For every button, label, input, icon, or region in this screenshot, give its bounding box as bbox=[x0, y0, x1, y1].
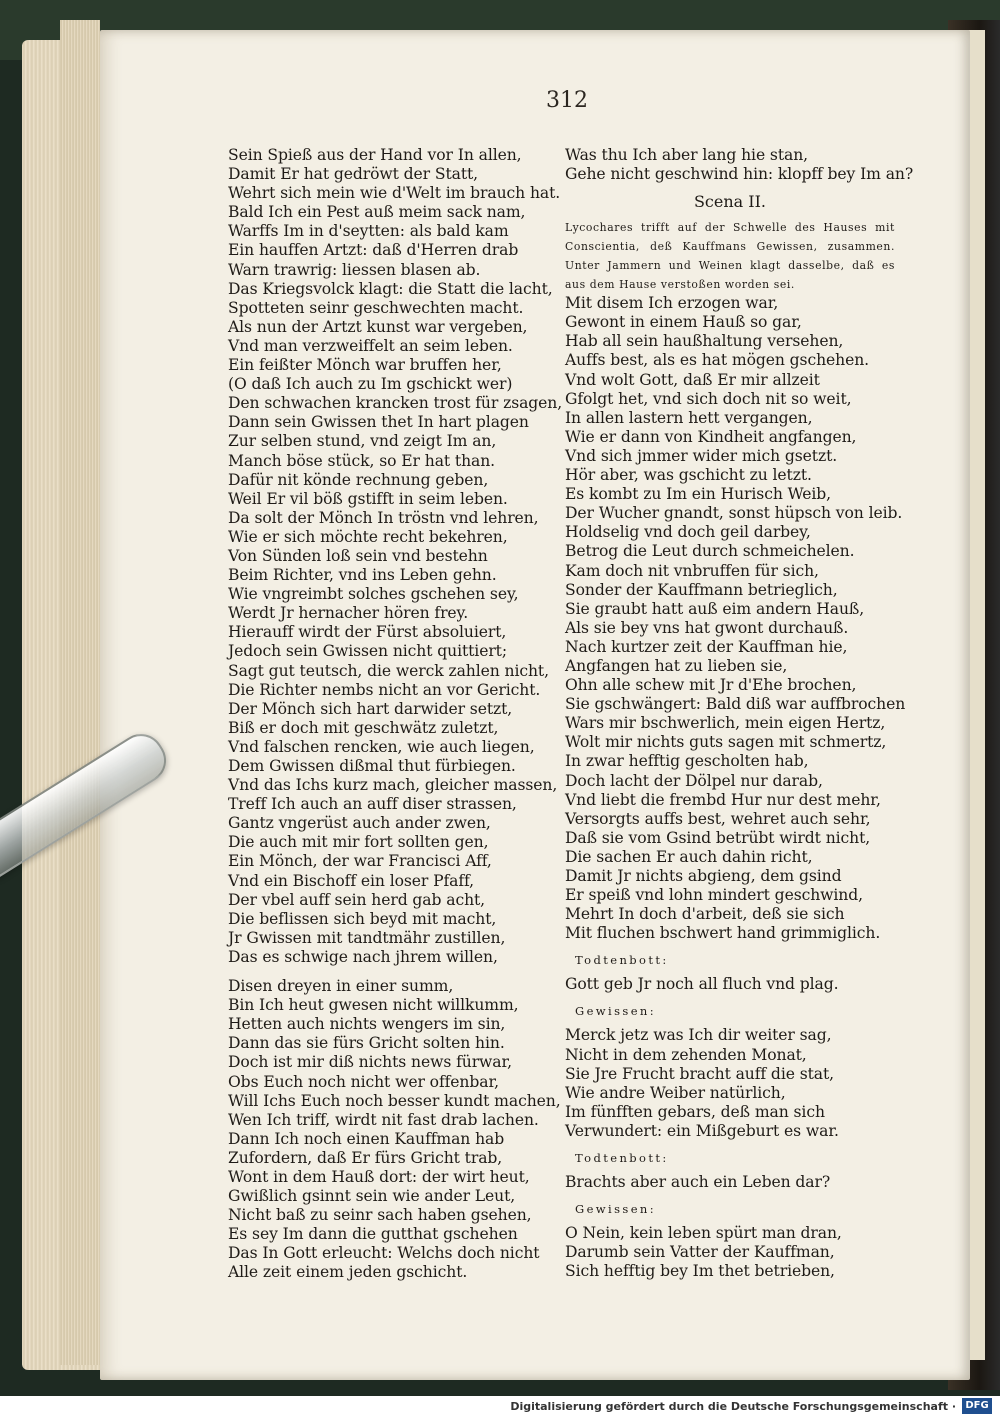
verse-line: Ein Mönch, der war Francisci Aff, bbox=[228, 852, 492, 871]
verse-line: Zufordern, daß Er fürs Gricht trab, bbox=[228, 1148, 503, 1167]
left-column bbox=[228, 146, 563, 1283]
verse-line: Dafür nit könde rechnung geben, bbox=[228, 470, 489, 489]
verse-line: Bin Ich heut gwesen nicht willkumm, bbox=[228, 996, 519, 1015]
verse-line: Dann sein Gwissen thet In hart plagen bbox=[228, 413, 529, 432]
right-verse-block-top bbox=[565, 146, 914, 184]
verse-line: Mehrt In doch d'arbeit, deß sie sich bbox=[565, 905, 845, 924]
verse-line: Nach kurtzer zeit der Kauffman hie, bbox=[565, 637, 848, 656]
verse-line: Wie andre Weiber natürlich, bbox=[565, 1083, 786, 1102]
verse-line: Damit Jr nichts abgieng, dem gsind bbox=[565, 867, 842, 885]
verse-line: Die auch mit mir fort sollten gen, bbox=[228, 833, 489, 852]
scene-heading: Scena II. bbox=[693, 192, 767, 212]
verse-line: Sein Spieß aus der Hand vor In allen, bbox=[228, 146, 522, 164]
verse-line: Es kombt zu Im ein Hurisch Weib, bbox=[565, 485, 832, 504]
verse-line: Vnd ein Bischoff ein loser Pfaff, bbox=[228, 871, 475, 890]
verse-line: Gehe nicht geschwind hin: klopff bey Im an? bbox=[565, 165, 914, 184]
verse-line: Hör aber, was gschicht zu letzt. bbox=[565, 466, 812, 485]
verse-line: Warn trawrig: liessen blasen ab. bbox=[228, 260, 481, 279]
verse-line: Brachts aber auch ein Leben dar? bbox=[565, 1173, 831, 1192]
verse-line: Ein hauffen Artzt: daß d'Herren drab bbox=[228, 241, 519, 260]
verse-line: Disen dreyen in einer summ, bbox=[228, 977, 454, 996]
verse-line: Die beflissen sich beyd mit macht, bbox=[228, 909, 497, 928]
verse-line: Wars mir bschwerlich, mein eigen Hertz, bbox=[565, 714, 886, 733]
verse-line: Da solt der Mönch In tröstn vnd lehren, bbox=[228, 508, 539, 527]
verse-line: Wen Ich triff, wirdt nit fast drab lachen. bbox=[228, 1110, 539, 1129]
verse-line: In allen lastern hett vergangen, bbox=[565, 408, 813, 427]
verse-line: Vnd sich jmmer wider mich gsetzt. bbox=[565, 446, 838, 465]
verse-line: Dann das sie fürs Gricht solten hin. bbox=[228, 1034, 505, 1053]
verse-line: Angfangen hat zu lieben sie, bbox=[565, 656, 788, 675]
verse-line: Das es schwige nach jhrem willen, bbox=[228, 947, 498, 966]
verse-line: Sonder der Kauffmann betrieglich, bbox=[565, 580, 838, 599]
verse-line: Sie Jre Frucht bracht auff die stat, bbox=[565, 1064, 834, 1083]
verse-line: Es sey Im dann die gutthat gschehen bbox=[228, 1225, 518, 1244]
page-number: 312 bbox=[546, 88, 588, 113]
verse-line: Doch lacht der Dölpel nur darab, bbox=[565, 771, 823, 790]
verse-line: Das Kriegsvolck klagt: die Statt die lacht, bbox=[228, 279, 553, 298]
verse-line: Nicht baß zu seinr sach haben gsehen, bbox=[228, 1206, 532, 1225]
verse-line: Jedoch sein Gwissen nicht quittiert; bbox=[228, 642, 507, 661]
verse-line: Der Mönch sich hart darwider setzt, bbox=[228, 699, 513, 718]
verse-line: Was thu Ich aber lang hie stan, bbox=[565, 146, 808, 164]
verse-line: Gfolgt het, vnd sich doch nit so weit, bbox=[565, 389, 852, 408]
speaker-label: Todtenbott: bbox=[575, 953, 669, 968]
verse-line: Darumb sein Vatter der Kauffman, bbox=[565, 1243, 835, 1262]
verse-line: Wehrt sich mein wie d'Welt im brauch hat. bbox=[228, 184, 561, 203]
verse-line: Werdt Jr hernacher hören frey. bbox=[228, 604, 469, 623]
verse-line: Gewont in einem Hauß so gar, bbox=[565, 313, 802, 332]
verse-line: Betrog die Leut durch schmeichelen. bbox=[565, 542, 855, 561]
verse-line: In zwar hefftig gescholten hab, bbox=[565, 752, 809, 771]
dfg-logo: DFG bbox=[962, 1398, 992, 1414]
verse-line: Der vbel auff sein herd gab acht, bbox=[228, 890, 486, 909]
left-verse-block-2 bbox=[228, 977, 561, 1283]
verse-line: Wie er dann von Kindheit angfangen, bbox=[565, 427, 857, 446]
speaker-label: Gewissen: bbox=[575, 1004, 657, 1019]
verse-line: Vnd das Ichs kurz mach, gleicher massen, bbox=[228, 776, 558, 795]
verse-line: O Nein, kein leben spürt man dran, bbox=[565, 1224, 842, 1243]
verse-line: Weil Er vil böß gstifft in seim leben. bbox=[228, 489, 508, 508]
verse-line: Hetten auch nichts wengers im sin, bbox=[228, 1015, 506, 1034]
verse-line: Dann Ich noch einen Kauffman hab bbox=[228, 1129, 505, 1148]
verse-line: Hierauff wirdt der Fürst absoluiert, bbox=[228, 623, 507, 642]
verse-line: Ohn alle schew mit Jr d'Ehe brochen, bbox=[565, 676, 857, 695]
verse-line: Mit disem Ich erzogen war, bbox=[565, 294, 779, 313]
verse-line: Wie er sich möchte recht bekehren, bbox=[228, 527, 508, 546]
verse-line: Warffs Im in d'seytten: als bald kam bbox=[228, 222, 509, 241]
verse-line: Sagt gut teutsch, die werck zahlen nicht, bbox=[228, 661, 549, 680]
verse-line: Das In Gott erleucht: Welchs doch nicht bbox=[228, 1244, 540, 1263]
verse-line: Als sie bey vns hat gwont durchauß. bbox=[565, 618, 849, 637]
verse-line: Auffs best, als es hat mögen gschehen. bbox=[565, 351, 870, 370]
right-verse-block-3 bbox=[565, 1224, 895, 1281]
verse-line: Beim Richter, vnd ins Leben gehn. bbox=[228, 566, 497, 585]
verse-line: Wie vngreimbt solches gschehen sey, bbox=[228, 585, 519, 604]
verse-line: Den schwachen krancken trost für zsagen, bbox=[228, 394, 563, 413]
speaker-label: Todtenbott: bbox=[575, 1151, 669, 1166]
verse-line: Treff Ich auch an auff diser strassen, bbox=[228, 795, 517, 814]
verse-line: Damit Er hat gedröwt der Statt, bbox=[228, 165, 479, 184]
verse-line: Wolt mir nichts guts sagen mit schmertz, bbox=[565, 733, 887, 752]
verse-line: Mit fluchen bschwert hand grimmiglich. bbox=[565, 924, 881, 943]
verse-line: Biß er doch mit geschwätz zuletzt, bbox=[228, 718, 499, 737]
left-verse-block-1 bbox=[228, 146, 563, 967]
verse-line: Merck jetz was Ich dir weiter sag, bbox=[565, 1026, 832, 1045]
verse-line: Der Wucher gnandt, sonst hüpsch von leib. bbox=[565, 504, 903, 523]
stanza-gap bbox=[228, 967, 558, 977]
verse-line: Sie graubt hatt auß eim andern Hauß, bbox=[565, 599, 865, 618]
verse-line: Die sachen Er auch dahin richt, bbox=[565, 847, 813, 866]
verse-line: Wont in dem Hauß dort: der wirt heut, bbox=[228, 1167, 530, 1186]
verse-line: Spotteten seinr geschwechten macht. bbox=[228, 298, 524, 317]
verse-line: Sie gschwängert: Bald diß war auffbrochen bbox=[565, 695, 906, 714]
speaker-label: Gewissen: bbox=[575, 1202, 657, 1217]
verse-line: Er speiß vnd lohn mindert geschwind, bbox=[565, 886, 863, 905]
verse-line: Will Ichs Euch noch besser kundt machen, bbox=[228, 1091, 561, 1110]
verse-line: Zur selben stund, vnd zeigt Im an, bbox=[228, 432, 497, 451]
verse-line: Versorgts auffs best, wehret auch sehr, bbox=[565, 809, 871, 828]
verse-line: Ein feißter Mönch war bruffen her, bbox=[228, 356, 502, 375]
right-verse-block-2 bbox=[565, 1026, 895, 1141]
verse-line: Gantz vngerüst auch ander zwen, bbox=[228, 814, 491, 833]
verse-line: Kam doch nit vnbruffen für sich, bbox=[565, 561, 819, 580]
verse-line: Obs Euch noch nicht wer offenbar, bbox=[228, 1072, 499, 1091]
verse-line: Hab all sein haußhaltung versehen, bbox=[565, 332, 844, 351]
verse-line: Manch böse stück, so Er hat than. bbox=[228, 451, 496, 470]
verse-line: Vnd liebt die frembd Hur nur dest mehr, bbox=[565, 790, 881, 809]
verse-line: Holdselig vnd doch geil darbey, bbox=[565, 523, 811, 542]
stage-direction: Lycochares trifft auf der Schwelle des Hauses mit Conscientia, deß Kauffmans Gewissen, zusammen. Unter Jammern und Weinen klagt dasselbe, daß es aus dem Hause verstoßen worden sei. bbox=[565, 221, 895, 292]
verse-line: Dem Gwissen dißmal thut fürbiegen. bbox=[228, 757, 516, 775]
verse-line: Vnd wolt Gott, daß Er mir allzeit bbox=[565, 370, 820, 389]
verse-line: Vnd falschen rencken, wie auch liegen, bbox=[228, 737, 535, 756]
verse-line: Alle zeit einem jeden gschicht. bbox=[228, 1263, 468, 1282]
verse-line: Sich hefftig bey Im thet betrieben, bbox=[565, 1262, 835, 1281]
verse-line: Die Richter nembs nicht an vor Gericht. bbox=[228, 680, 541, 699]
footer-credit: Digitalisierung gefördert durch die Deutsche Forschungsgemeinschaft · bbox=[510, 1400, 956, 1413]
verse-line: Vnd man verzweiffelt an seim leben. bbox=[228, 336, 513, 355]
verse-line: Von Sünden loß sein vnd bestehn bbox=[228, 546, 488, 565]
right-verse-block-1 bbox=[565, 294, 906, 943]
verse-line: Gwißlich gsinnt sein wie ander Leut, bbox=[228, 1187, 516, 1206]
verse-line: Daß sie vom Gsind betrübt wirdt nicht, bbox=[565, 828, 871, 847]
verse-line: Als nun der Artzt kunst war vergeben, bbox=[228, 317, 528, 336]
verse-line: Doch ist mir diß nichts news fürwar, bbox=[228, 1053, 512, 1072]
page-stack bbox=[60, 20, 100, 1365]
verse-line: Im fünfften gebars, deß man sich bbox=[565, 1102, 825, 1121]
verse-line: Bald Ich ein Pest auß meim sack nam, bbox=[228, 203, 526, 222]
right-column bbox=[565, 146, 914, 1281]
verse-line: Jr Gwissen mit tandtmähr zustillen, bbox=[228, 928, 506, 947]
verse-line: Verwundert: ein Mißgeburt es war. bbox=[565, 1121, 839, 1140]
verse-line: Nicht in dem zehenden Monat, bbox=[565, 1045, 807, 1064]
verse-line: Gott geb Jr noch all fluch vnd plag. bbox=[565, 975, 839, 994]
verse-line: (O daß Ich auch zu Im gschickt wer) bbox=[228, 375, 513, 394]
